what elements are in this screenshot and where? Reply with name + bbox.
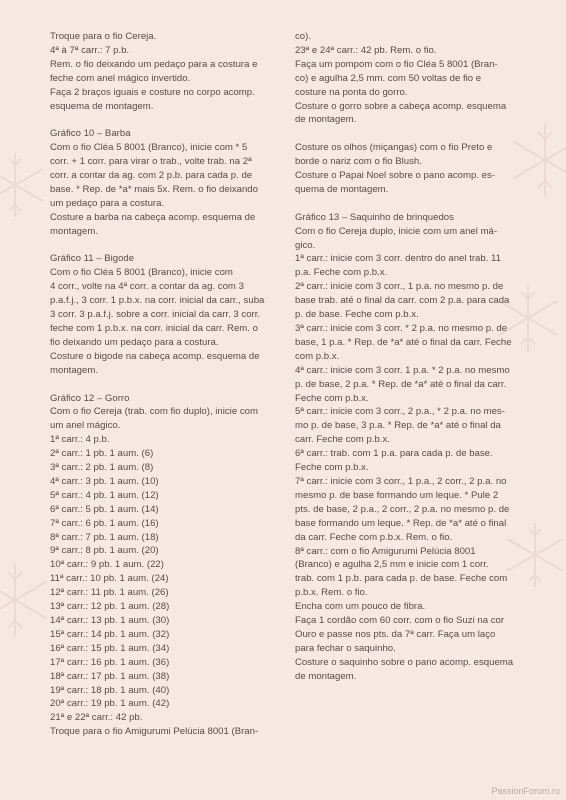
text-line: Faça 1 cordão com 60 corr. com o fio Suzi na cor (295, 615, 505, 627)
text-line: Faça um pompom com o fio Cléa 5 8001 (Bran- (295, 58, 498, 70)
text-line: gico. (295, 239, 316, 251)
text-line: borde o nariz com o fio Blush. (295, 156, 422, 168)
snowflake-icon (0, 560, 55, 640)
text-line: co) e agulha 2,5 mm. com 50 voltas de fio e (295, 72, 482, 84)
text-line: p.a. Feche com p.b.x. (295, 267, 388, 279)
right-text-column (295, 30, 517, 684)
text-line: 16ª carr.: 15 pb. 1 aum. (34) (50, 642, 170, 654)
paragraph-gap (50, 239, 278, 253)
text-line: base. * Rep. de *a* mais 5x. Rem. o fio deixando (50, 183, 258, 195)
text-line: Gráfico 13 – Saquinho de brinquedos (295, 211, 454, 223)
text-line: 15ª carr.: 14 pb. 1 aum. (32) (50, 628, 170, 640)
text-line: da carr. Feche com p.b.x. Rem. o fio. (295, 531, 453, 543)
text-line: 3ª carr.: 2 pb. 1 aum. (8) (50, 462, 154, 474)
text-line: fio deixando um pedaço para a costura. (50, 336, 219, 348)
text-line: 6ª carr.: trab. com 1 p.a. para cada p. de base. (295, 448, 493, 460)
text-line: Troque para o fio Cereja. (50, 31, 157, 42)
text-line: Rem. o fio deixando um pedaço para a costura e (50, 58, 258, 70)
snowflake-icon (0, 150, 50, 220)
text-line: esquema de montagem. (50, 100, 154, 112)
text-line: 1ª carr.: inicie com 3 corr. dentro do anel trab. 11 (295, 253, 502, 265)
paragraph-gap (50, 113, 278, 127)
text-line: mesmo p. de base formando um leque. * Pule 2 (295, 489, 499, 501)
text-line: 4ª à 7ª carr.: 7 p.b. (50, 44, 130, 56)
text-line: Faça 2 braços iguais e costure no corpo acomp. (50, 86, 255, 98)
text-line: para fechar o saquinho. (295, 642, 396, 654)
text-line: carr. Feche com p.b.x. (295, 434, 390, 446)
text-line: base formando um leque. * Rep. de *a* até o final (295, 517, 507, 529)
text-line: Com o fio Cereja (trab. com fio duplo), inicie com (50, 406, 258, 418)
text-line: 3ª carr.: inicie com 3 corr. * 2 p.a. no mesmo p. de (295, 323, 508, 334)
text-line: p. de base. Feche com p.b.x. (295, 309, 419, 321)
text-line: corr. a contar da ag. com 2 p.b. para cada p. de (50, 170, 253, 182)
text-line: 21ª e 22ª carr.: 42 pb. (50, 712, 143, 724)
text-line: mo p. de base, 3 p.a. * Rep. de *a* até o final da (295, 420, 501, 432)
text-line: 2ª carr.: 1 pb. 1 aum. (6) (50, 448, 154, 460)
text-line: 8ª carr.: 7 pb. 1 aum. (18) (50, 531, 159, 543)
text-line: Gráfico 12 – Gorro (50, 392, 130, 404)
text-line: 9ª carr.: 8 pb. 1 aum. (20) (50, 545, 159, 557)
text-line: de montagem. (295, 670, 357, 682)
text-line: montagem. (50, 364, 98, 376)
text-line: Feche com p.b.x. (295, 462, 369, 474)
text-line: p.a.f.j., 3 corr. 1 p.b.x. na corr. inicial da carr., suba (50, 295, 265, 307)
text-line: 4ª carr.: 3 pb. 1 aum. (10) (50, 475, 159, 487)
paragraph-gap (295, 127, 517, 141)
text-line: Ouro e passe nos pts. da 7ª carr. Faça um laço (295, 628, 496, 640)
text-line: 5ª carr.: inicie com 3 corr., 2 p.a., * 2 p.a. no mes- (295, 406, 505, 418)
text-line: Costure o bigode na cabeça acomp. esquema de (50, 350, 260, 362)
text-line: montagem. (50, 225, 98, 237)
text-line: (Branco) e agulha 2,5 mm e inicie com 1 corr. (295, 559, 489, 571)
text-line: Feche com p.b.x. (295, 392, 369, 404)
text-line: um pedaço para a costura. (50, 197, 165, 209)
text-line: 14ª carr.: 13 pb. 1 aum. (30) (50, 615, 170, 627)
text-line: feche com anel mágico invertido. (50, 72, 191, 84)
paragraph-gap (295, 197, 517, 211)
text-line: 12ª carr.: 11 pb. 1 aum. (26) (50, 587, 169, 599)
text-line: 7ª carr.: inicie com 3 corr., 1 p.a., 2 corr., 2 p.a. no (295, 475, 507, 487)
text-line: Troque para o fio Amigurumi Pelúcia 8001 (Bran- (50, 726, 259, 738)
text-line: co). (295, 31, 311, 42)
text-line: Gráfico 11 – Bigode (50, 253, 135, 265)
text-line: com p.b.x. (295, 350, 340, 362)
text-line: pts. de base, 2 p.a., 2 corr., 2 p.a. no mesmo p. de (295, 503, 510, 515)
text-line: 6ª carr.: 5 pb. 1 aum. (14) (50, 503, 159, 515)
text-line: trab. com 1 p.b. para cada p. de base. Feche com (295, 573, 508, 585)
text-line: 4ª carr.: inicie com 3 corr. 1 p.a. * 2 p.a. no mesmo (295, 364, 510, 376)
text-line: 5ª carr.: 4 pb. 1 aum. (12) (50, 489, 159, 501)
text-line: de montagem. (295, 114, 357, 126)
text-line: 11ª carr.: 10 pb. 1 aum. (24) (50, 573, 169, 585)
text-line: p. de base, 2 p.a. * Rep. de *a* até o final da carr. (295, 378, 507, 390)
text-line: 4 corr., volte na 4ª corr. a contar da ag. com 3 (50, 281, 244, 293)
text-line: Com o fio Cléa 5 8001 (Branco), inicie com (50, 267, 233, 279)
text-line: Com o fio Cereja duplo, inicie com um anel má- (295, 225, 498, 237)
text-line: 1ª carr.: 4 p.b. (50, 434, 110, 446)
text-line: base trab. até o final da carr. com 2 p.a. para cada (295, 295, 510, 307)
text-line: base, 1 p.a. * Rep. de *a* até o final da carr. Feche (295, 336, 512, 348)
watermark: PassionForum.ru (491, 786, 560, 796)
text-line: corr. + 1 corr. para virar o trab., volte trab. na 2ª (50, 156, 252, 168)
paragraph-gap (50, 378, 278, 392)
text-line: 20ª carr.: 19 pb. 1 aum. (42) (50, 698, 170, 710)
text-line: Costure o Papai Noel sobre o pano acomp. es- (295, 170, 495, 182)
text-line: Costure a barba na cabeça acomp. esquema de (50, 211, 256, 223)
text-line: Encha com um pouco de fibra. (295, 601, 426, 613)
text-line: 23ª e 24ª carr.: 42 pb. Rem. o fio. (295, 44, 437, 56)
text-line: 8ª carr.: com o fio Amigurumi Pelúcia 8001 (295, 545, 476, 557)
text-line: feche com 1 p.b.x. na corr. inicial da carr. Rem. o (50, 323, 258, 334)
text-line: Costure o gorro sobre a cabeça acomp. esquema (295, 100, 507, 112)
text-line: 10ª carr.: 9 pb. 1 aum. (22) (50, 559, 164, 571)
text-line: 19ª carr.: 18 pb. 1 aum. (40) (50, 684, 170, 696)
text-line: costure na ponta do gorro. (295, 86, 408, 98)
text-line: 7ª carr.: 6 pb. 1 aum. (16) (50, 517, 159, 529)
text-line: Costure o saquinho sobre o pano acomp. esquema (295, 656, 514, 668)
text-line: 17ª carr.: 16 pb. 1 aum. (36) (50, 656, 170, 668)
text-line: 3 corr. 3 p.a.f.j. sobre a corr. inicial da carr. 3 corr. (50, 309, 261, 321)
text-line: um anel mágico. (50, 420, 121, 432)
text-line: 18ª carr.: 17 pb. 1 aum. (38) (50, 670, 170, 682)
left-text-column (50, 30, 278, 739)
text-line: quema de montagem. (295, 183, 389, 195)
text-line: p.b.x. Rem. o fio. (295, 587, 368, 599)
text-line: Gráfico 10 – Barba (50, 128, 131, 140)
text-line: 13ª carr.: 12 pb. 1 aum. (28) (50, 601, 170, 613)
text-line: 2ª carr.: inicie com 3 corr., 1 p.a. no mesmo p. de (295, 281, 504, 293)
text-line: Com o fio Cléa 5 8001 (Branco), inicie com * 5 (50, 142, 248, 154)
text-line: Costure os olhos (miçangas) com o fio Preto e (295, 142, 493, 154)
